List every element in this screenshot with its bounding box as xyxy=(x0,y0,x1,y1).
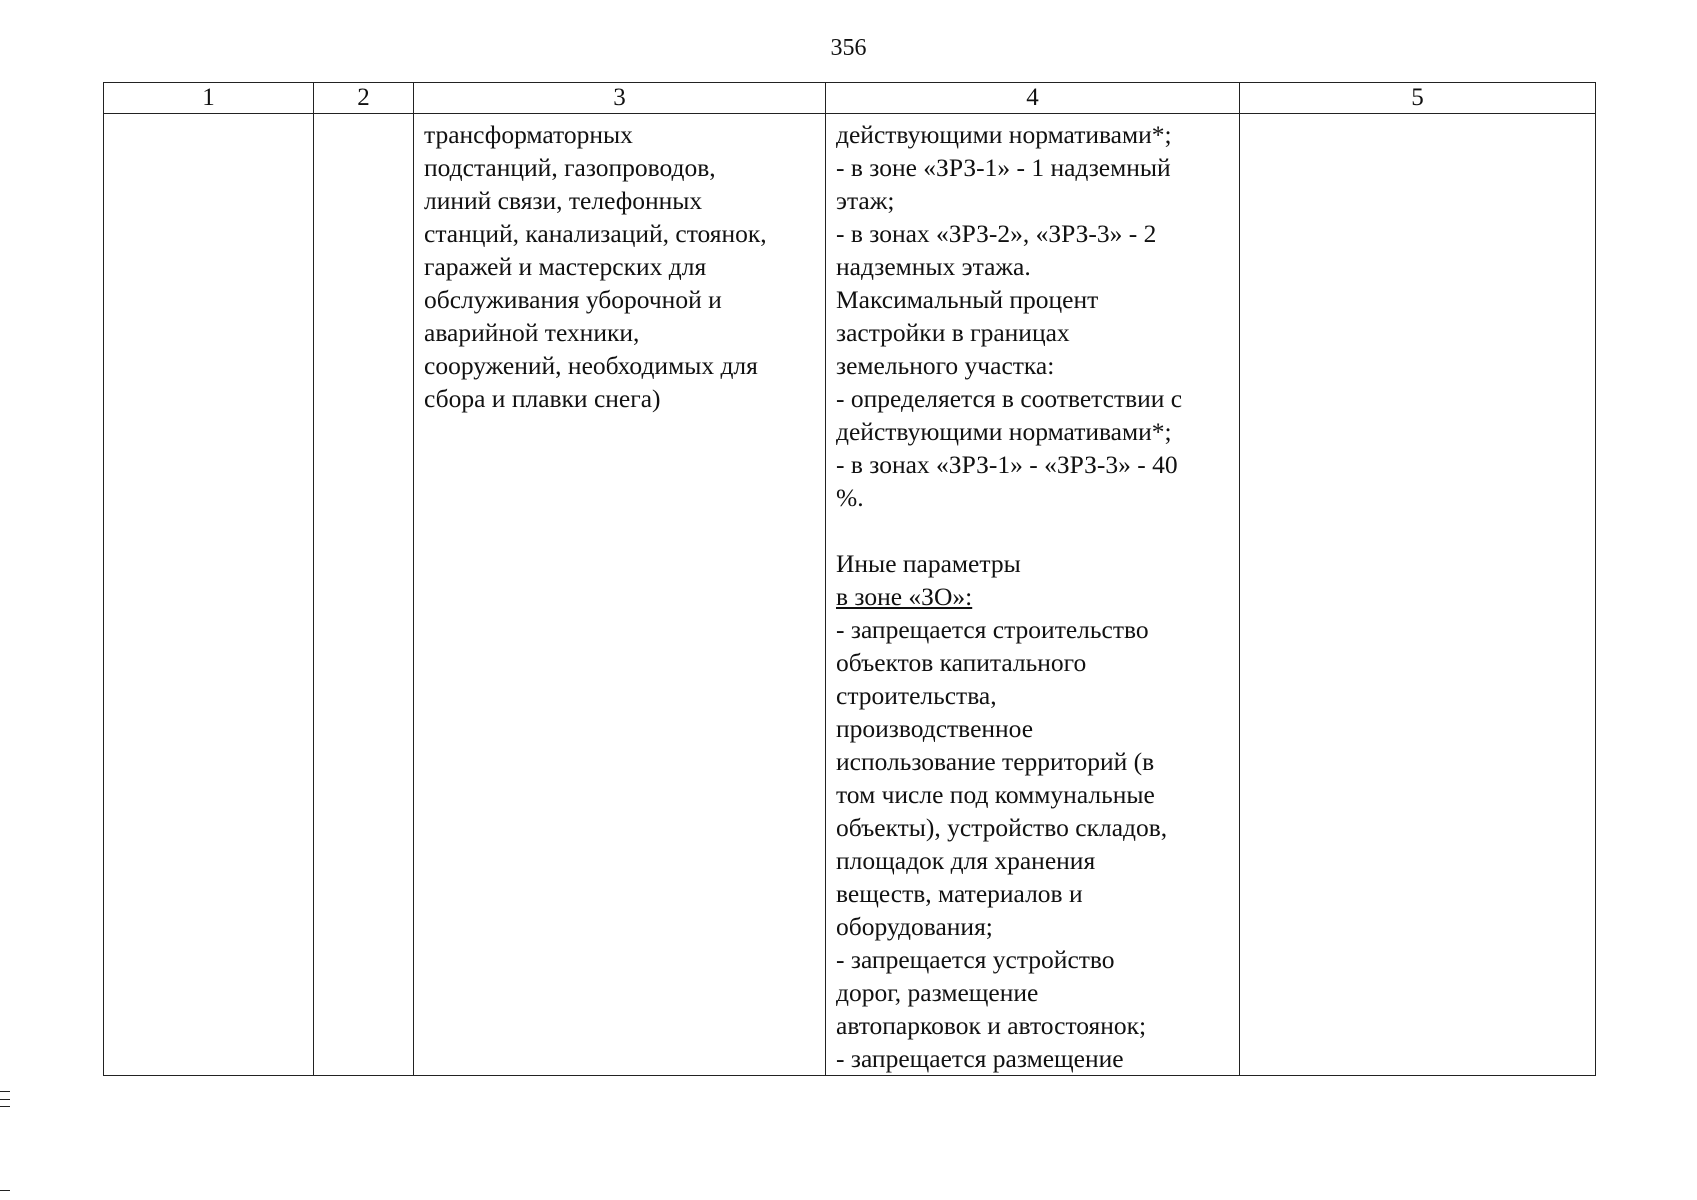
cell-col-2 xyxy=(314,114,414,1076)
text-line: Максимальный процент xyxy=(836,285,1099,314)
zone-heading: в зоне «ЗО»: xyxy=(836,582,973,611)
text-line: линий связи, телефонных xyxy=(424,186,703,215)
text-line: станций, канализаций, стоянок, xyxy=(424,219,767,248)
margin-mark xyxy=(0,1190,10,1191)
text-line: обслуживания уборочной и xyxy=(424,285,722,314)
text-line: застройки в границах xyxy=(836,318,1070,347)
text-line: - в зонах «ЗРЗ-1» - «ЗРЗ-3» - 40 xyxy=(836,450,1178,479)
cell-col-1 xyxy=(104,114,314,1076)
text-line: объектов капитального xyxy=(836,648,1087,677)
paragraph-gap xyxy=(836,514,1229,547)
text-line: действующими нормативами*; xyxy=(836,417,1172,446)
text-line: этаж; xyxy=(836,186,895,215)
text-line: строительства, xyxy=(836,681,997,710)
text-line: - определяется в соответствии с xyxy=(836,384,1183,413)
column-header-1: 1 xyxy=(104,83,314,114)
text-line: подстанций, газопроводов, xyxy=(424,153,716,182)
cell-col-1-text xyxy=(104,114,313,118)
text-line: том числе под коммунальные xyxy=(836,780,1155,809)
text-line: площадок для хранения xyxy=(836,846,1096,875)
text-line: - запрещается размещение xyxy=(836,1044,1124,1073)
text-line: - в зонах «ЗРЗ-2», «ЗРЗ-3» - 2 xyxy=(836,219,1157,248)
text-line: трансформаторных xyxy=(424,120,633,149)
margin-mark xyxy=(0,1091,10,1092)
text-line: - запрещается строительство xyxy=(836,615,1149,644)
text-line: производственное xyxy=(836,714,1034,743)
text-line: веществ, материалов и xyxy=(836,879,1083,908)
text-line: дорог, размещение xyxy=(836,978,1039,1007)
cell-col-2-text xyxy=(314,114,413,118)
text-line: сбора и плавки снега) xyxy=(424,384,661,413)
column-header-3: 3 xyxy=(414,83,826,114)
cell-col-4-text xyxy=(826,114,1239,1075)
text-line: - в зоне «ЗРЗ-1» - 1 надземный xyxy=(836,153,1171,182)
cell-col-5-text xyxy=(1240,114,1595,118)
column-header-4: 4 xyxy=(826,83,1240,114)
header-row xyxy=(104,83,1596,114)
text-line: оборудования; xyxy=(836,912,993,941)
regulations-table xyxy=(103,82,1596,1076)
text-line: надземных этажа. xyxy=(836,252,1031,281)
cell-col-5 xyxy=(1240,114,1596,1076)
page-number: 356 xyxy=(830,35,867,61)
text-line: сооружений, необходимых для xyxy=(424,351,758,380)
text-line: использование территорий (в xyxy=(836,747,1155,776)
column-header-5: 5 xyxy=(1240,83,1596,114)
other-params-heading: Иные параметры xyxy=(836,549,1021,578)
text-line: земельного участка: xyxy=(836,351,1055,380)
text-line: - запрещается устройство xyxy=(836,945,1115,974)
text-line: %. xyxy=(836,483,864,512)
cell-col-3 xyxy=(414,114,826,1076)
column-header-2: 2 xyxy=(314,83,414,114)
text-line: автопарковок и автостоянок; xyxy=(836,1011,1147,1040)
text-line: действующими нормативами*; xyxy=(836,120,1172,149)
cell-col-4 xyxy=(826,114,1240,1076)
text-line: гаражей и мастерских для xyxy=(424,252,707,281)
text-line: аварийной техники, xyxy=(424,318,640,347)
margin-mark xyxy=(0,1099,10,1100)
cell-col-3-text xyxy=(414,114,825,415)
table-row xyxy=(104,114,1596,1076)
margin-mark xyxy=(0,1106,10,1107)
text-line: объекты), устройство складов, xyxy=(836,813,1168,842)
